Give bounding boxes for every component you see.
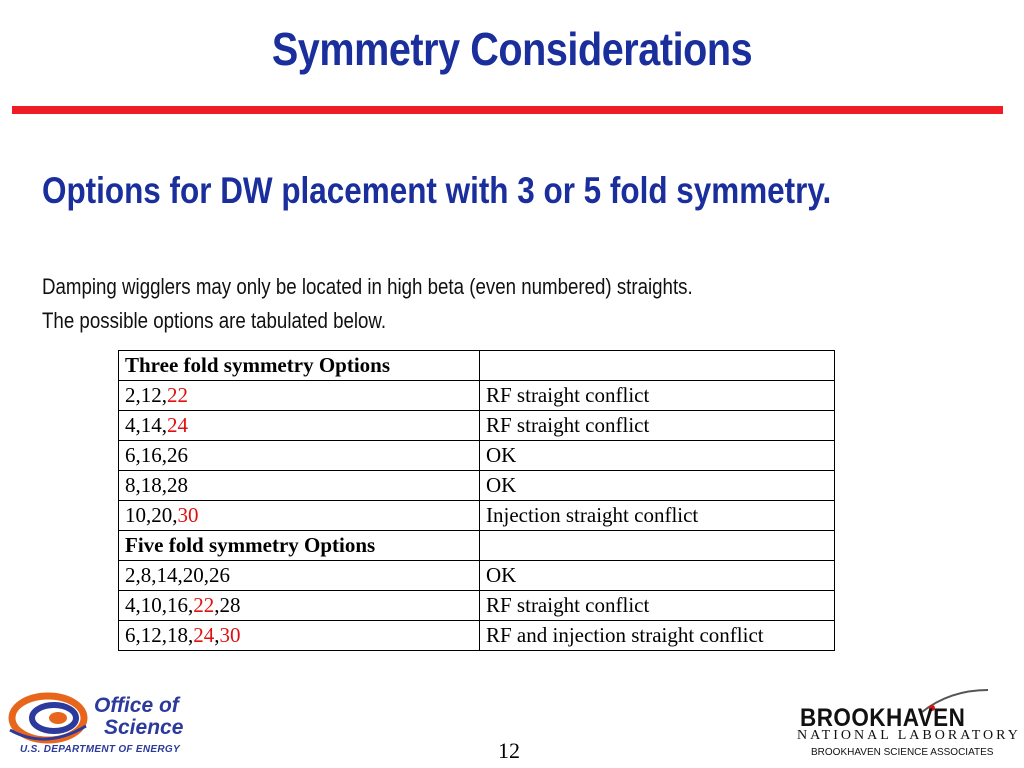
table-section-header bbox=[119, 351, 835, 381]
section-title-cell bbox=[119, 351, 480, 381]
straights-cell bbox=[119, 411, 480, 441]
straights-value: 24 bbox=[193, 623, 215, 647]
straights-cell bbox=[119, 381, 480, 411]
table-row bbox=[119, 381, 835, 411]
table-row bbox=[119, 591, 835, 621]
straights-cell bbox=[119, 591, 480, 621]
status-cell: Injection straight conflict bbox=[480, 501, 835, 531]
status-cell: OK bbox=[480, 471, 835, 501]
straights-cell bbox=[119, 471, 480, 501]
brookhaven-logo-text: BROOKHAVEN bbox=[800, 704, 966, 732]
doe-office-label: Office of bbox=[94, 694, 179, 717]
straights-cell bbox=[119, 501, 480, 531]
doe-science-label: Science bbox=[104, 716, 184, 739]
doe-department-label: U.S. DEPARTMENT OF ENERGY bbox=[20, 744, 180, 755]
straights-value: 4,10,16, bbox=[125, 593, 194, 617]
status-cell bbox=[480, 351, 835, 381]
straights-value: 6,16,26 bbox=[125, 443, 188, 467]
title-divider bbox=[12, 106, 1003, 114]
doe-swirl-icon bbox=[10, 696, 86, 740]
status-cell: RF straight conflict bbox=[480, 381, 835, 411]
symmetry-options-table bbox=[118, 350, 835, 651]
table-row bbox=[119, 561, 835, 591]
straights-value: ,28 bbox=[214, 593, 241, 617]
body-line-2: The possible options are tabulated below. bbox=[42, 308, 387, 333]
table-row bbox=[119, 471, 835, 501]
straights-value: 30 bbox=[219, 623, 241, 647]
table-row bbox=[119, 411, 835, 441]
table-row bbox=[119, 621, 835, 651]
straights-cell bbox=[119, 561, 480, 591]
table-row bbox=[119, 501, 835, 531]
status-cell: RF and injection straight conflict bbox=[480, 621, 835, 651]
status-cell: RF straight conflict bbox=[480, 591, 835, 621]
brookhaven-lab-label: NATIONAL LABORATORY bbox=[797, 728, 1021, 743]
straights-value: , bbox=[214, 623, 220, 647]
straights-cell bbox=[119, 441, 480, 471]
straights-value: 10,20, bbox=[125, 503, 178, 527]
table-section-header bbox=[119, 531, 835, 561]
slide-title: Symmetry Considerations bbox=[271, 23, 753, 75]
straights-value: 22 bbox=[193, 593, 215, 617]
straights-value: Five fold symmetry Options bbox=[125, 533, 376, 557]
status-cell: RF straight conflict bbox=[480, 411, 835, 441]
straights-cell bbox=[119, 621, 480, 651]
body-line-1: Damping wigglers may only be located in high beta (even numbered) straights. bbox=[42, 274, 693, 299]
page-number: 12 bbox=[498, 738, 520, 763]
brookhaven-associates-label: BROOKHAVEN SCIENCE ASSOCIATES bbox=[811, 747, 994, 758]
status-cell: OK bbox=[480, 561, 835, 591]
section-title-cell bbox=[119, 531, 480, 561]
straights-value: 2,8,14,20,26 bbox=[125, 563, 230, 587]
straights-value: 30 bbox=[177, 503, 199, 527]
straights-value: 4,14, bbox=[125, 413, 167, 437]
straights-value: 6,12,18, bbox=[125, 623, 194, 647]
straights-value: 24 bbox=[167, 413, 188, 437]
straights-value: 22 bbox=[167, 383, 188, 407]
status-cell: OK bbox=[480, 441, 835, 471]
straights-value: Three fold symmetry Options bbox=[125, 353, 391, 377]
straights-value: 8,18,28 bbox=[125, 473, 188, 497]
straights-value: 2,12, bbox=[125, 383, 167, 407]
table-row bbox=[119, 441, 835, 471]
status-cell bbox=[480, 531, 835, 561]
slide-subtitle: Options for DW placement with 3 or 5 fold symmetry. bbox=[42, 170, 832, 211]
